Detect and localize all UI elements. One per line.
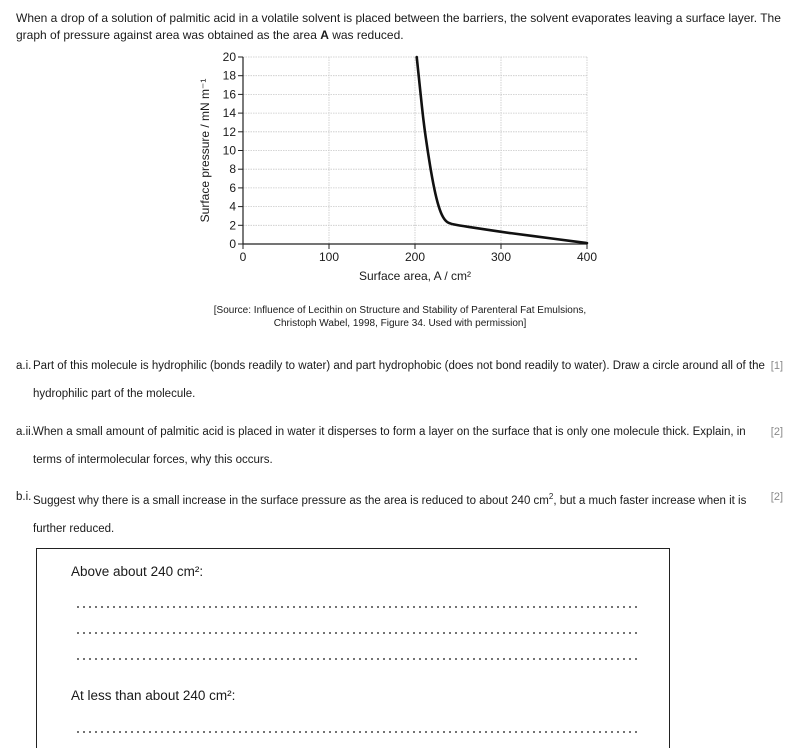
chart-series xyxy=(417,57,587,243)
question-marks: [2] xyxy=(770,426,783,438)
question-marks: [2] xyxy=(770,491,783,503)
question-text: Part of this molecule is hydrophilic (bonds readily to water) and part hydrophobic (does not bond readily to water). Draw a circle around all of the hydrophilic part of the molecule. xyxy=(33,360,765,400)
source-line-2: Christoph Wabel, 1998, Figure 34. Used with permission] xyxy=(273,318,527,329)
question-text-sup: 2 xyxy=(548,492,554,501)
answer-line[interactable] xyxy=(75,731,637,733)
y-tick-label: 8 xyxy=(229,162,236,177)
answer-line[interactable] xyxy=(75,658,637,660)
answer-label-above: Above about 240 cm²: xyxy=(71,564,204,579)
x-tick-label: 300 xyxy=(490,250,512,264)
question-b-i xyxy=(16,483,786,539)
y-tick-label: 12 xyxy=(222,124,236,139)
question-label: b.i. xyxy=(16,491,32,503)
pressure-curve xyxy=(417,57,587,243)
y-tick-label: 10 xyxy=(222,143,236,158)
x-tick-label: 400 xyxy=(576,250,598,264)
intro-part1: When a drop of a solution of palmitic acid in a volatile solvent is placed between the barriers, the solvent evaporates leaving a surface layer. The graph of pressure against area was obtained as the area xyxy=(16,11,781,42)
y-tick-label: 14 xyxy=(222,106,236,121)
x-axis-label: Surface area, A / cm² xyxy=(358,269,472,283)
question-text-pre: Suggest why there is a small increase in the surface pressure as the area is reduced to about 240 cm xyxy=(33,494,549,507)
answer-line[interactable] xyxy=(75,606,637,608)
source-line-1: [Source: Influence of Lecithin on Structure and Stability of Parenteral Fat Emulsions, xyxy=(213,305,587,316)
intro-part2: was reduced. xyxy=(328,28,404,42)
y-tick-label: 6 xyxy=(229,180,236,195)
question-a-ii xyxy=(16,418,786,474)
answer-box xyxy=(36,548,670,748)
pressure-area-chart xyxy=(195,46,615,296)
question-text-post: , but a much faster increase when it is further reduced. xyxy=(33,494,747,535)
source-citation xyxy=(150,304,650,330)
intro-text xyxy=(16,10,786,44)
x-tick-label: 0 xyxy=(239,250,247,264)
chart-ticks xyxy=(223,50,598,264)
y-tick-label: 18 xyxy=(222,68,236,83)
question-label: a.ii. xyxy=(16,426,34,438)
y-tick-label: 4 xyxy=(229,199,236,214)
y-tick-label: 20 xyxy=(222,50,236,64)
question-a-i xyxy=(16,352,786,408)
question-label: a.i. xyxy=(16,360,32,372)
answer-label-below: At less than about 240 cm²: xyxy=(71,688,236,703)
question-marks: [1] xyxy=(770,360,783,372)
y-tick-label: 2 xyxy=(229,218,236,233)
y-tick-label: 16 xyxy=(222,87,236,102)
x-tick-label: 200 xyxy=(404,250,426,264)
y-tick-label: 0 xyxy=(229,237,236,251)
y-axis-label: Surface pressure / mN m⁻¹ xyxy=(198,78,212,223)
question-text: When a small amount of palmitic acid is placed in water it disperses to form a layer on the surface that is only one molecule thick. Explain, in terms of intermolecular forces, why this occurs. xyxy=(33,426,746,466)
answer-line[interactable] xyxy=(75,632,637,634)
chart-grid xyxy=(243,57,587,244)
x-tick-label: 100 xyxy=(318,250,340,264)
intro-bold: A xyxy=(320,28,329,42)
question-text xyxy=(33,483,765,543)
